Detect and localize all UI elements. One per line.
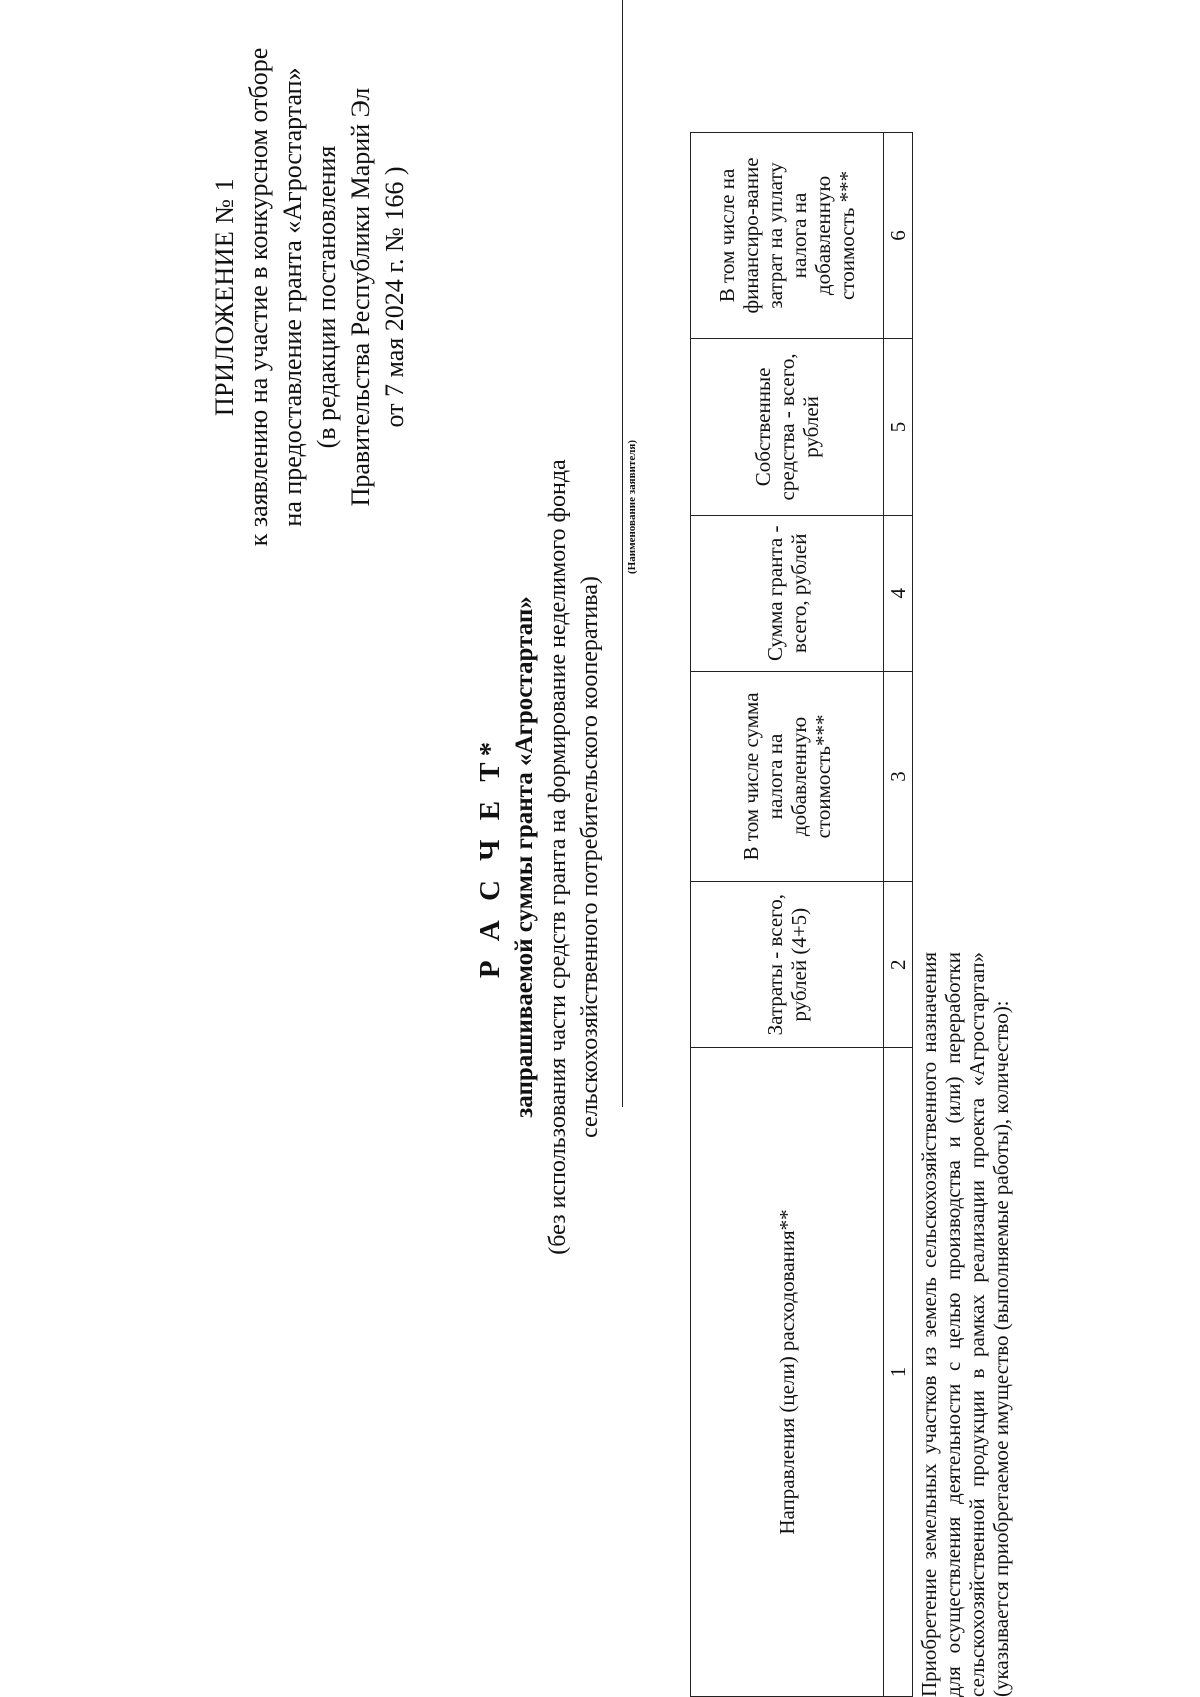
table-header-cell: Сумма гранта - всего, рублей xyxy=(691,515,884,671)
column-number: 6 xyxy=(884,133,913,339)
table-header-cell: В том числе на финансиро-вание затрат на уплату налога на добавленную стоимость *** xyxy=(691,133,884,339)
document-note: сельскохозяйственного потребительского кооператива) xyxy=(577,576,603,1138)
calculation-table xyxy=(690,132,913,1697)
appendix-header xyxy=(208,37,412,557)
document-subtitle: запрашиваемой суммы гранта «Агростартап» xyxy=(511,596,538,1118)
appendix-line: (в редакции постановления xyxy=(312,145,341,449)
document-heading xyxy=(472,377,606,1337)
table-header-cell: Собственные средства - всего, рублей xyxy=(691,338,884,515)
appendix-line: к заявлению на участие в конкурсном отборе xyxy=(244,47,273,547)
appendix-title: ПРИЛОЖЕНИЕ № 1 xyxy=(210,177,239,417)
column-number: 2 xyxy=(884,882,913,1048)
table-header-row xyxy=(691,133,884,1697)
applicant-caption: (Наименование заявителя) xyxy=(626,440,638,574)
column-number: 1 xyxy=(884,1047,913,1696)
table-header-cell: Направления (цели) расходования** xyxy=(691,1047,884,1696)
column-number: 5 xyxy=(884,338,913,515)
appendix-line: Правительства Республики Марий Эл xyxy=(346,87,375,507)
applicant-name-line xyxy=(622,0,623,1107)
document-note: (без использования части средств гранта на формирование неделимого фонда xyxy=(545,459,571,1255)
table-number-row xyxy=(884,133,913,1697)
appendix-line: от 7 мая 2024 г. № 166 ) xyxy=(380,166,409,428)
appendix-line: на предоставление гранта «Агростартап» xyxy=(278,67,307,527)
table-header-cell: Затраты - всего, рублей (4+5) xyxy=(691,882,884,1048)
document-title: Р А С Ч Е Т* xyxy=(474,735,506,979)
table-row-text: Приобретение земельных участков из земель сельскохозяйственного назначения для осуществления деятельности с целью производства и (или) переработки сельскохозяйственной продукции в рамках реализации проекта «Агростартап» (указывается приобретаемое имущество (выполняемые работы), количество): xyxy=(917,952,1013,1697)
column-number: 3 xyxy=(884,671,913,882)
table-header-cell: В том числе сумма налога на добавленную стоимость*** xyxy=(691,671,884,882)
column-number: 4 xyxy=(884,515,913,671)
